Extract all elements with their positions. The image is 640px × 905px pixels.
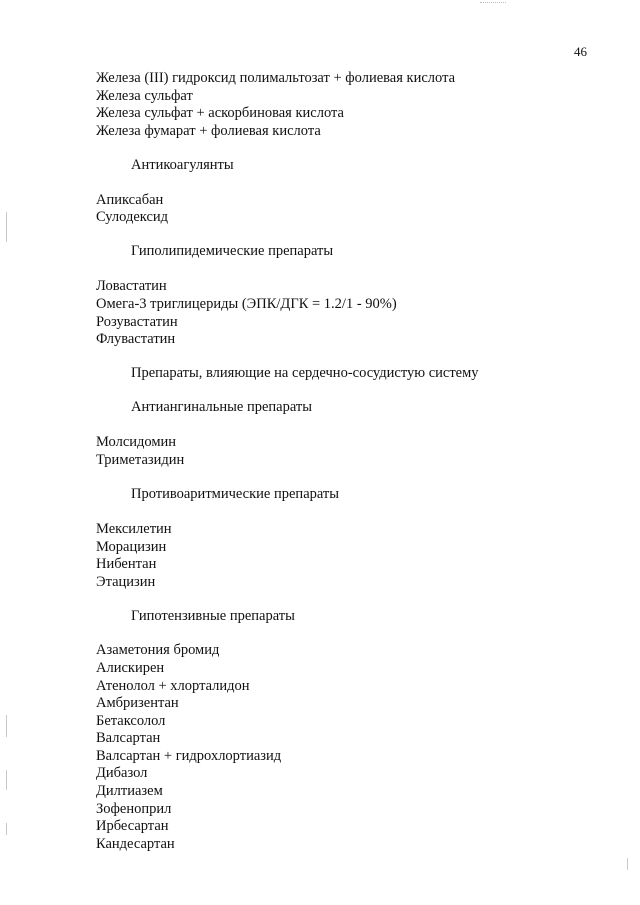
scan-artifact (6, 823, 7, 835)
section-heading: Препараты, влияющие на сердечно-сосудистую систему (131, 365, 479, 381)
drug-item: Дилтиазем (96, 783, 163, 799)
drug-item: Дибазол (96, 765, 148, 781)
section-heading: Антикоагулянты (131, 157, 234, 173)
drug-item: Молсидомин (96, 434, 177, 450)
drug-item: Атенолол + хлорталидон (96, 678, 250, 694)
drug-item: Железа сульфат + аскорбиновая кислота (96, 105, 344, 121)
drug-item: Нибентан (96, 556, 157, 572)
section-heading: Противоаритмические препараты (131, 486, 340, 502)
drug-item: Триметазидин (96, 452, 185, 468)
drug-item: Ловастатин (96, 278, 167, 294)
section-heading: Гипотензивные препараты (131, 608, 295, 624)
drug-item: Апиксабан (96, 192, 164, 208)
drug-item: Морацизин (96, 539, 167, 555)
drug-item: Валсартан + гидрохлортиазид (96, 748, 282, 764)
scan-artifact (6, 212, 7, 242)
drug-item: Железа фумарат + фолиевая кислота (96, 123, 321, 139)
drug-item: Флувастатин (96, 331, 176, 347)
drug-item: Ирбесартан (96, 818, 169, 834)
drug-item: Железа сульфат (96, 88, 193, 104)
scan-artifact (6, 715, 7, 737)
section-heading: Гиполипидемические препараты (131, 243, 334, 259)
scan-artifact (480, 2, 506, 4)
drug-item: Валсартан (96, 730, 161, 746)
section-heading: Антиангинальные препараты (131, 399, 312, 415)
scan-artifact (627, 858, 628, 870)
drug-item: Бетаксолол (96, 713, 166, 729)
drug-item: Сулодексид (96, 209, 169, 225)
drug-item: Алискирен (96, 660, 165, 676)
drug-item: Этацизин (96, 574, 156, 590)
drug-item: Омега-3 триглицериды (ЭПК/ДГК = 1.2/1 - 90%) (96, 296, 397, 312)
drug-item: Железа (III) гидроксид полимальтозат + фолиевая кислота (96, 70, 456, 86)
drug-item: Азаметония бромид (96, 642, 220, 658)
scan-artifact (6, 770, 7, 790)
page-number: 46 (574, 44, 587, 59)
drug-item: Мексилетин (96, 521, 172, 537)
drug-item: Кандесартан (96, 836, 175, 852)
drug-item: Амбризентан (96, 695, 179, 711)
drug-item: Розувастатин (96, 314, 178, 330)
drug-item: Зофеноприл (96, 801, 172, 817)
